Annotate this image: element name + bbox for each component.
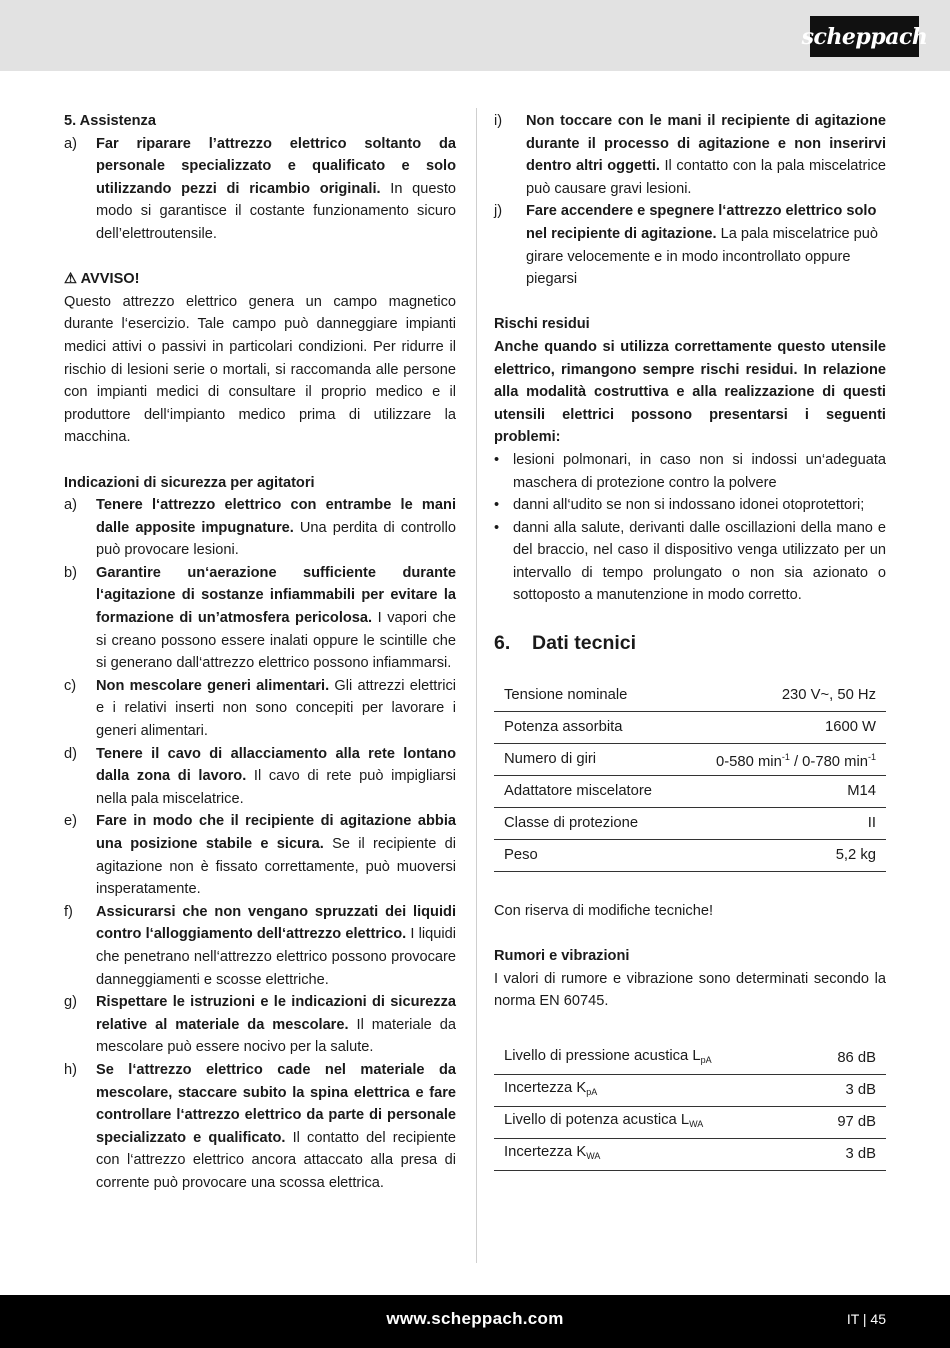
- item-letter: f): [64, 903, 73, 920]
- safety-item-b: [64, 562, 456, 675]
- safety-item-h: [64, 1059, 456, 1195]
- table-row: Classe di protezione II: [494, 808, 886, 840]
- safety-item-a: [64, 494, 456, 562]
- right-column: [494, 110, 886, 1171]
- page-footer: [0, 1295, 950, 1348]
- noise-heading: Rumori e vibrazioni: [494, 948, 630, 965]
- item-letter: a): [64, 135, 77, 152]
- item-bold-text: Tenere il cavo di allacciamento alla rete lontano dalla zona di lavoro.: [96, 745, 456, 785]
- noise-table: [494, 1043, 886, 1171]
- item-bold-text: Fare accendere e spegnere l‘attrezzo elettrico solo nel recipiente di agitazione.: [526, 203, 877, 242]
- item-bold-text: Rispettare le istruzioni e le indicazioni di sicurezza relative al materiale da mescolare.: [96, 994, 456, 1033]
- item-text: In questo modo si garantisce il costante funzionamento sicuro dell’elettroutensile.: [96, 180, 456, 242]
- item-text: La pala miscelatrice può girare velocemente e in modo incontrollato oppure piegarsi: [526, 225, 879, 288]
- bullet-item: • lesioni polmonari, in caso non si indossi un‘adeguata maschera di protezione contro la polvere: [494, 451, 886, 491]
- table-row: Peso 5,2 kg: [494, 840, 886, 872]
- left-column: [64, 110, 456, 1195]
- bullet-item: • danni alla salute, derivanti dalle oscillazioni della mano e del braccio, nel caso il dispositivo venga utilizzato per un intervallo di tempo prolungato o non sia azionato o sottoposto a manutenzione in modo corretto.: [494, 519, 886, 604]
- table-row: Potenza assorbita 1600 W: [494, 712, 886, 744]
- safety-item-e: [64, 810, 456, 900]
- item-bold-text: Tenere l‘attrezzo elettrico con entrambe le mani dalle apposite impugnature.: [96, 497, 456, 536]
- item-bold-text: Garantire un‘aerazione sufficiente durante l‘agitazione di sostanze infiammabili per evitare la formazione di un’atmosfera pericolosa.: [96, 564, 456, 627]
- item-text: Il cavo di rete può impigliarsi nella pala miscelatrice.: [96, 768, 456, 807]
- item-text: Il contatto del recipiente con l‘attrezzo elettrico ancora attaccato alla presa di corrente può provocare una scossa elettrica.: [96, 1129, 456, 1191]
- table-row: Adattatore miscelatore M14: [494, 776, 886, 808]
- bullet-item: • danni all‘udito se non si indossano idonei otoprotettori;: [494, 497, 865, 514]
- item-letter: h): [64, 1061, 77, 1078]
- item-bold-text: Assicurarsi che non vengano spruzzati dei liquidi contro l‘alloggiamento dell‘attrezzo elettrico.: [96, 903, 456, 943]
- reserve-note: Con riserva di modifiche tecniche!: [494, 903, 714, 920]
- item-text: I vapori che si creano possono essere inalati oppure le scintille che si generano dall‘attrezzo elettrico possono infiammarsi.: [96, 610, 457, 672]
- table-row: Tensione nominale 230 V~, 50 Hz: [494, 680, 886, 712]
- safety-item-g: [64, 991, 456, 1059]
- item-bold-text: Fare in modo che il recipiente di agitazione abbia una posizione stabile e sicura.: [96, 813, 456, 852]
- item-text: Il contatto con la pala miscelatrice può causare gravi lesioni.: [526, 158, 886, 197]
- warning-heading: ⚠ AVVISO!: [64, 271, 140, 288]
- item-letter: g): [64, 994, 77, 1011]
- item-bold-text: Far riparare l’attrezzo elettrico soltanto da personale specializzato e qualificato e solo utilizzando pezzi di ricambio originali.: [96, 135, 456, 197]
- item-text: I liquidi che penetrano nell‘attrezzo elettrico possono provocare danneggiamenti e scosse elettriche.: [96, 926, 457, 988]
- item-bold-text: Non mescolare generi alimentari.: [96, 677, 330, 694]
- table-row: Livello di pressione acustica $L_{pA}$ 86 dB: [494, 1043, 886, 1075]
- table-row: Numero di giri 0-580 $\min^{-1} / 0-780$ $\min^{-1}$: [494, 744, 886, 776]
- safety-heading: Indicazioni di sicurezza per agitatori: [64, 474, 315, 491]
- noise-text: I valori di rumore e vibrazione sono determinati secondo la norma EN 60745.: [494, 970, 886, 1010]
- item-letter: d): [64, 745, 77, 762]
- website-link[interactable]: www.scheppach.com: [386, 1309, 564, 1328]
- safety-item-i: [494, 110, 886, 200]
- item-text: Il materiale da mescolare può essere nocivo per la salute.: [96, 1016, 457, 1056]
- item-text: Una perdita di controllo può provocare lesioni.: [96, 519, 456, 559]
- item-bold-text: Non toccare con le mani il recipiente di agitazione durante il processo di agitazione e non inserirvi dentro altri oggetti.: [526, 113, 886, 175]
- item-letter: b): [64, 564, 77, 581]
- brand-logo: scheppach: [810, 16, 919, 57]
- safety-item-f: [64, 901, 456, 991]
- warning-text: Questo attrezzo elettrico genera un campo magnetico durante l‘esercizio. Tale campo può danneggiare impianti medici attivi o passivi in particolari condizioni. Per ridurre il rischio di lesioni serie o mortali, si raccomanda alle persone con impianti medici di consultare il proprio medico e il produttore dell‘impianto medico prima di utilizzare la macchina.: [64, 293, 456, 446]
- page-number: IT | 45: [846, 1311, 886, 1327]
- item-bold-text: Se l‘attrezzo elettrico cade nel materiale da mescolare, staccare subito la spina elettrica e fare controllare l‘attrezzo elettrico da parte di personale specializzato e qualificato.: [96, 1061, 456, 1146]
- safety-item-c: [64, 675, 456, 743]
- table-row: Incertezza $K_{pA}$ 3 dB: [494, 1075, 886, 1107]
- section-heading: 6. Dati tecnici: [494, 632, 637, 655]
- item-letter: i): [494, 113, 503, 129]
- item-letter: c): [64, 677, 77, 694]
- item-letter: a): [64, 497, 77, 514]
- column-divider: [476, 108, 477, 1263]
- table-row: Livello di potenza acustica $L_{WA}$ 97 dB: [494, 1107, 886, 1139]
- safety-item-d: [64, 743, 456, 811]
- speed-value: 0-580 $\min^{-1} / 0-780$ $\min^{-1}$: [683, 744, 886, 776]
- table-row: Incertezza $K_{WA}$ 3 dB: [494, 1139, 886, 1171]
- safety-item-j: [494, 200, 886, 290]
- page-header: [0, 0, 950, 71]
- assistance-item-a: [64, 133, 456, 246]
- technical-data-table: [494, 680, 886, 872]
- item-letter: e): [64, 813, 77, 830]
- assistance-heading: 5. Assistenza: [64, 113, 156, 129]
- residual-heading: Rischi residui: [494, 316, 590, 333]
- item-text: Se il recipiente di agitazione non è fissato correttamente, può muoversi insperatamente.: [96, 836, 456, 898]
- item-text: Gli attrezzi elettrici e i relativi inserti non sono concepiti per lavorare i generi alimentari.: [96, 677, 457, 740]
- residual-text: Anche quando si utilizza correttamente questo utensile elettrico, rimangono sempre rischi residui. In relazione alla modalità costruttiva e alla realizzazione di questi utensili elettrici possono presentarsi i seguenti problemi:: [494, 338, 886, 446]
- item-letter: j): [494, 203, 503, 220]
